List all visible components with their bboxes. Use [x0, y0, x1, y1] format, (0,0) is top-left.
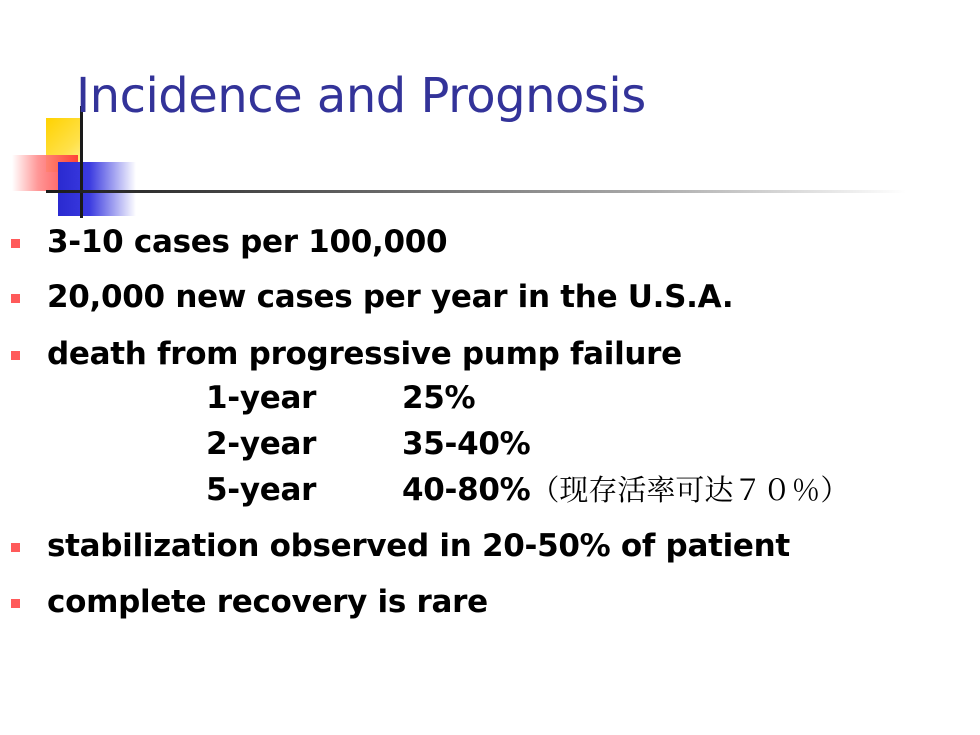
mortality-rate-group [402, 424, 530, 464]
square-bullet-icon [11, 351, 20, 360]
bullet-text: death from progressive pump failure [47, 336, 682, 372]
square-bullet-icon [11, 543, 20, 552]
mortality-note: （现存活率可达７０％） [530, 473, 850, 507]
bullet-text: 20,000 new cases per year in the U.S.A. [47, 279, 734, 315]
mortality-rate-group [402, 378, 475, 418]
bullet-text: stabilization observed in 20-50% of patient [47, 528, 790, 564]
square-bullet-icon [11, 239, 20, 248]
mortality-rate: 25% [402, 380, 476, 416]
mortality-rate-group [402, 470, 849, 510]
logo-blue-square [58, 162, 136, 216]
mortality-rate: 40-80% [402, 472, 531, 508]
mortality-period: 2-year [206, 426, 317, 462]
square-bullet-icon [11, 599, 20, 608]
mortality-period: 1-year [206, 380, 317, 416]
title-underline [46, 190, 906, 193]
bullet-text: 3-10 cases per 100,000 [47, 224, 448, 260]
bullet-text: complete recovery is rare [47, 584, 488, 620]
slide-title: Incidence and Prognosis [76, 68, 646, 124]
mortality-period: 5-year [206, 472, 317, 508]
mortality-rate: 35-40% [402, 426, 531, 462]
square-bullet-icon [11, 294, 20, 303]
